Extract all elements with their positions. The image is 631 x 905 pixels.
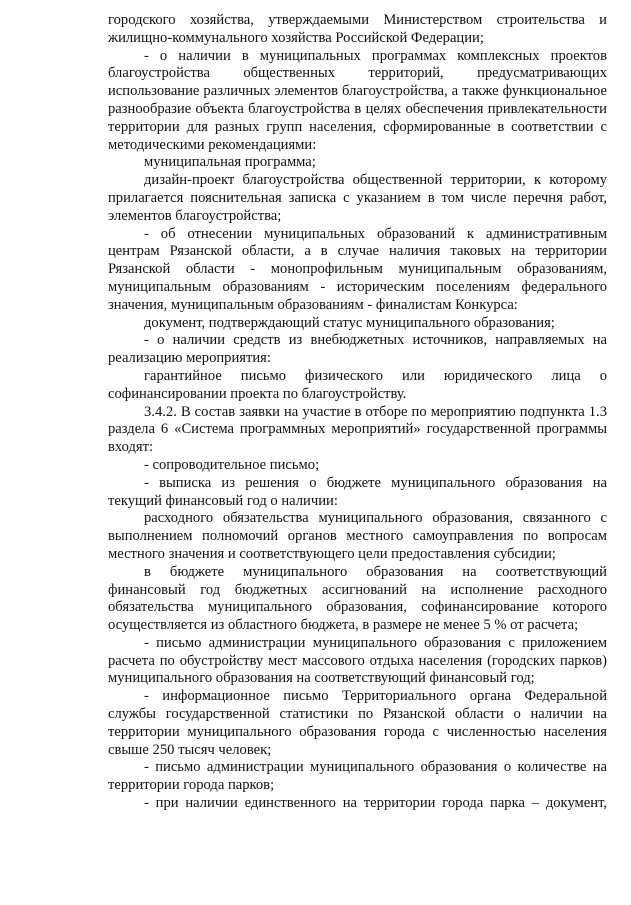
- paragraph: дизайн-проект благоустройства общественной территории, к которому прилагается пояснительная записка с указанием в том числе перечня работ, элементов благоустройства;: [108, 172, 607, 224]
- paragraph: 3.4.2. В состав заявки на участие в отборе по мероприятию подпункта 1.3 раздела 6 «Система программных мероприятий» государственной программы входят:: [108, 403, 607, 456]
- paragraph: расходного обязательства муниципального образования, связанного с выполнением полномочий органов местного самоуправления по вопросам местного значения и соответствующего цели предоставления субсидии;: [108, 510, 607, 562]
- document-page: [108, 12, 607, 813]
- paragraph: - о наличии средств из внебюджетных источников, направляемых на реализацию мероприятия:: [108, 332, 607, 367]
- paragraph: - сопроводительное письмо;: [144, 456, 320, 473]
- paragraph: гарантийное письмо физического или юридического лица о софинансировании проекта по благоустройству.: [108, 367, 607, 402]
- paragraph: - при наличии единственного на территории города парка – документ,: [144, 795, 607, 812]
- paragraph: документ, подтверждающий статус муниципального образования;: [144, 314, 555, 331]
- paragraph: городского хозяйства, утверждаемыми Министерством строительства и жилищно-коммунального хозяйства Российской Федерации;: [108, 12, 607, 46]
- paragraph: - о наличии в муниципальных программах комплексных проектов благоустройства общественных территорий, предусматривающих использование различных элементов благоустройства, а также функциональное разнообразие объекта благоустройства в целях обеспечения привлекательности территории для разных групп населения, сформированные в соответствии с методическими рекомендациями:: [108, 47, 607, 153]
- paragraph: - выписка из решения о бюджете муниципального образования на текущий финансовый год о наличии:: [108, 474, 607, 509]
- paragraph: - информационное письмо Территориального органа Федеральной службы государственной статистики по Рязанской области о наличии на территории муниципального образования города с численностью населения свыше 250 тысяч человек;: [108, 688, 607, 758]
- paragraph: - письмо администрации муниципального образования о количестве на территории города парков;: [108, 759, 607, 794]
- paragraph: в бюджете муниципального образования на соответствующий финансовый год бюджетных ассигнований на исполнение расходного обязательства муниципального образования, софинансирование которого осуществляется из областного бюджета, в размере не менее 5 % от расчета;: [108, 563, 607, 634]
- paragraph: - письмо администрации муниципального образования с приложением расчета по обустройству мест массового отдыха населения (городских парков) муниципального образования на соответствующий финансовый год;: [108, 634, 607, 687]
- paragraph: - об отнесении муниципальных образований к административным центрам Рязанской области, а в случае наличия таковых на территории Рязанской области - монопрофильным муниципальным образованиям, муниципальным образованиям - историческим поселениям федерального значения, муниципальным образованиям - финалистам Конкурса:: [108, 225, 607, 313]
- paragraph: муниципальная программа;: [144, 154, 316, 171]
